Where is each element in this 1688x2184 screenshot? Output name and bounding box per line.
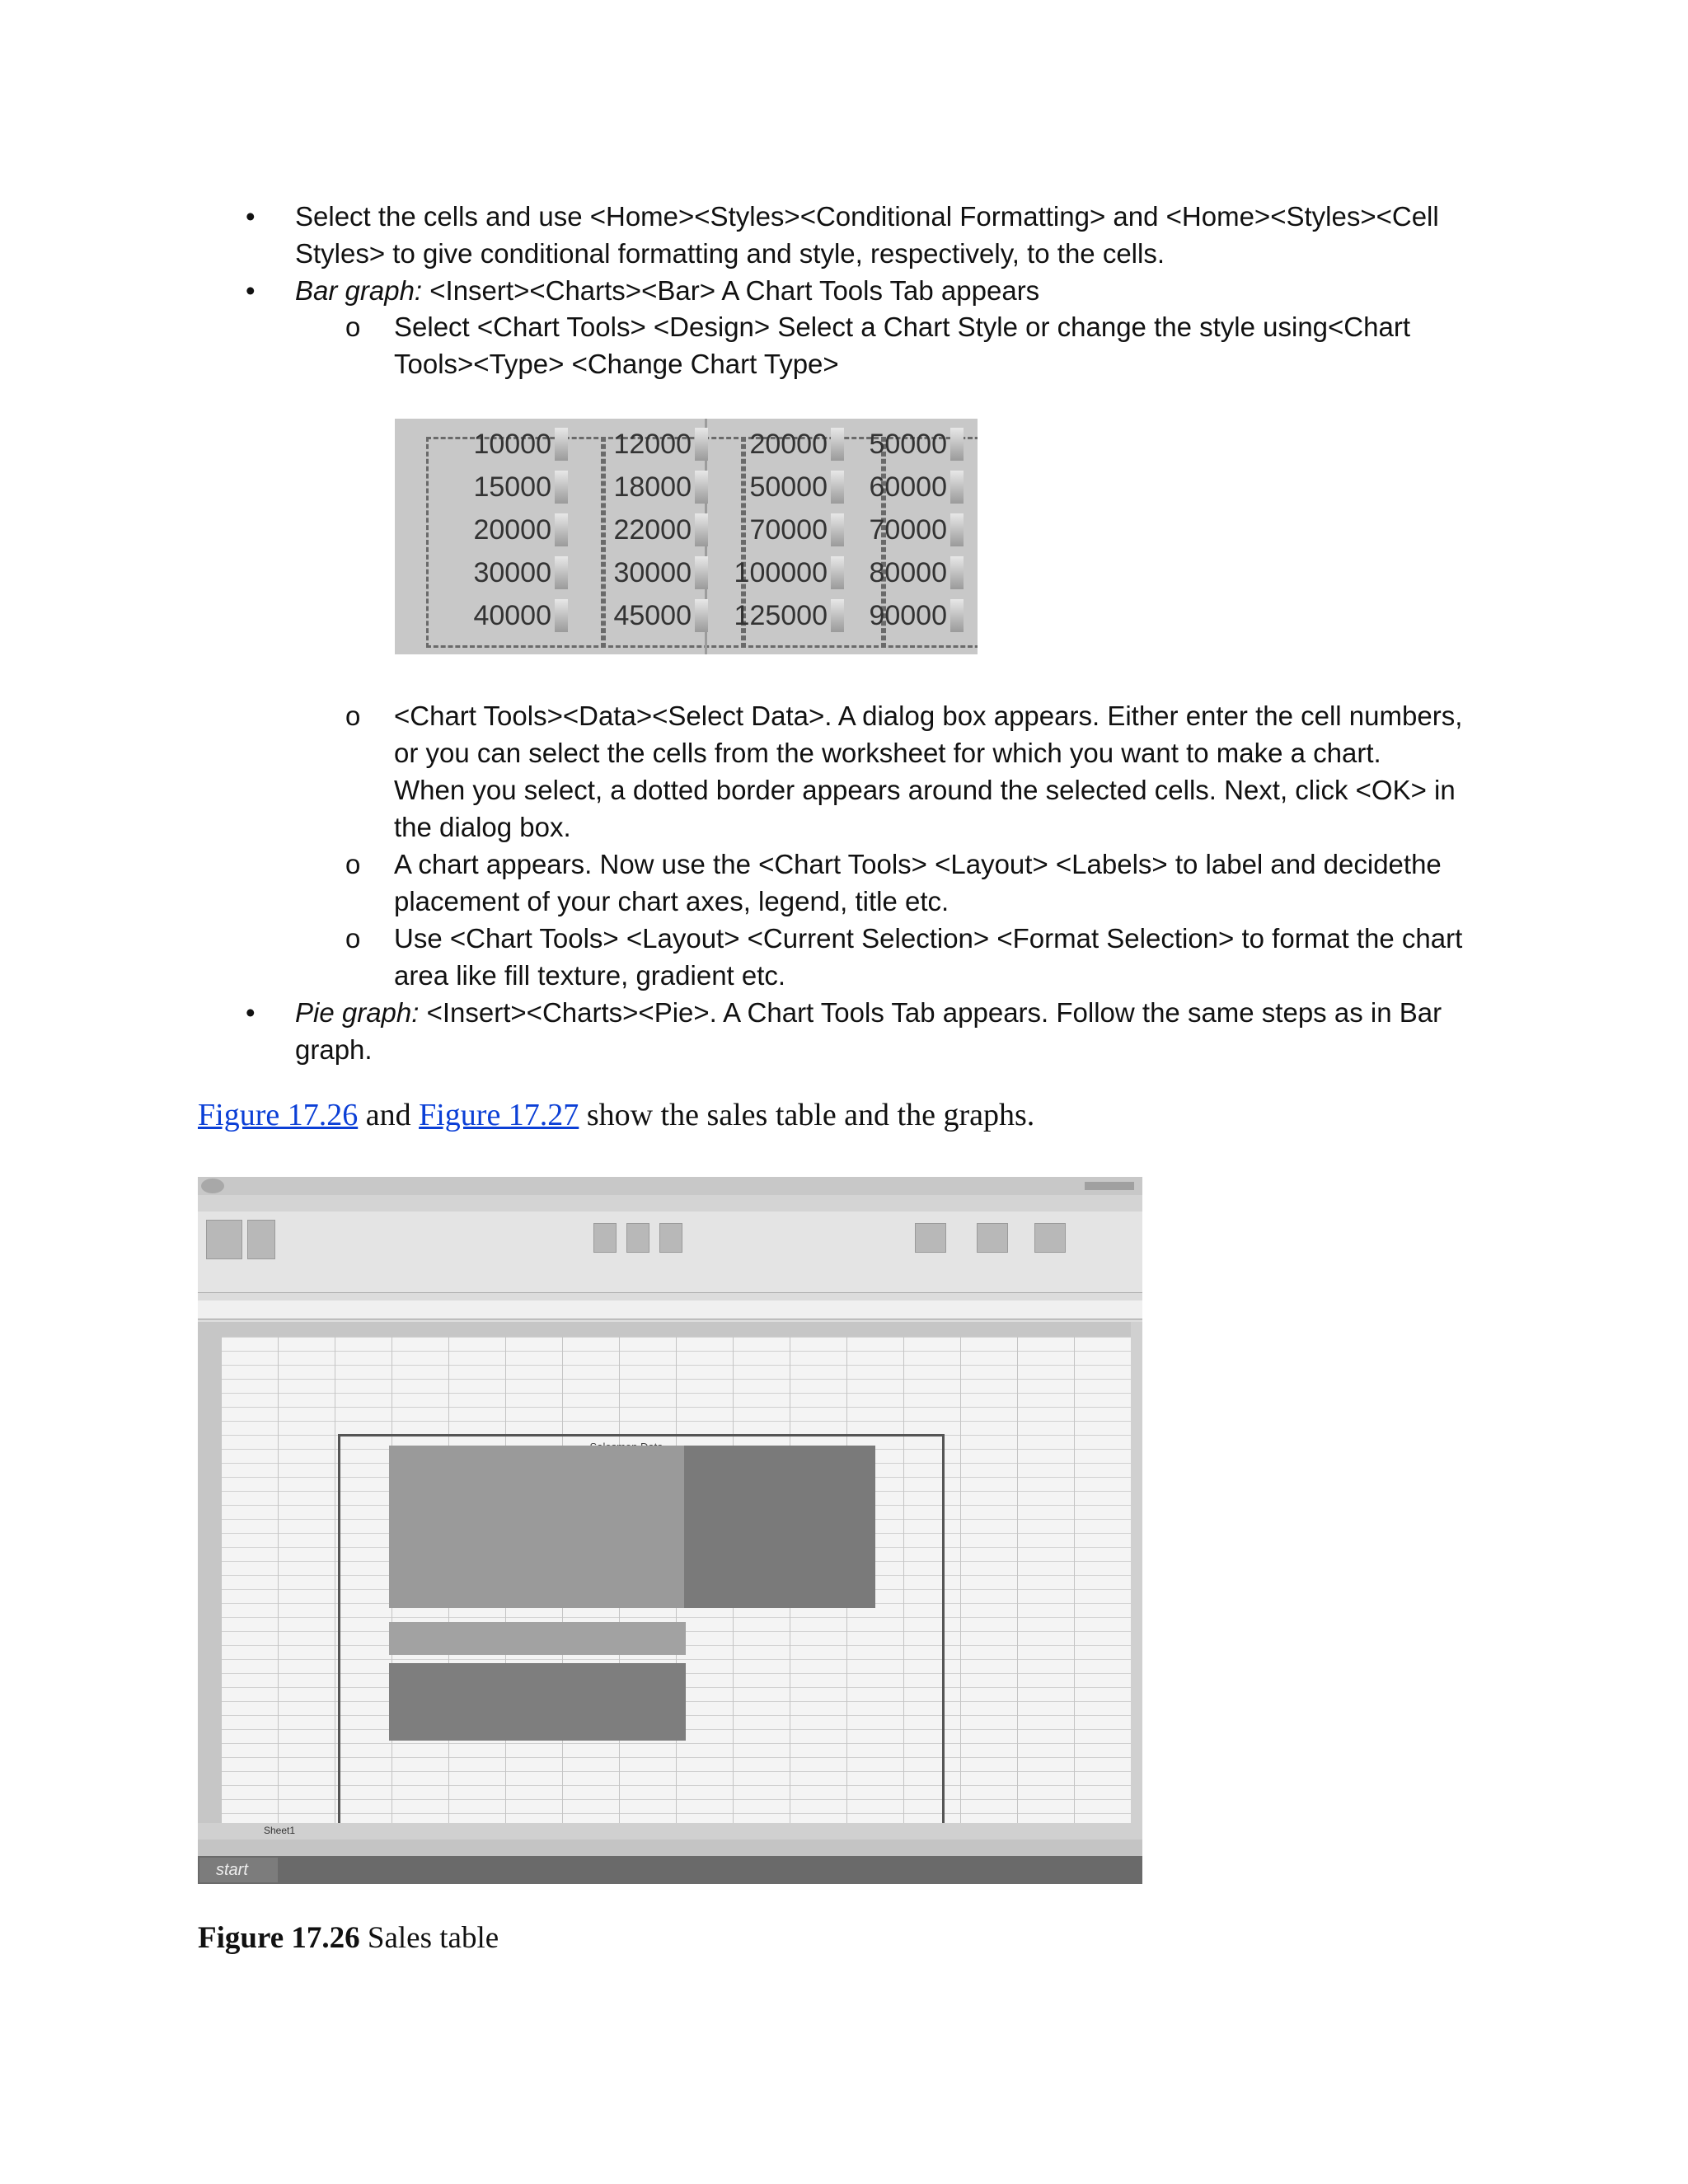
sub-1-line-2: Tools><Type> <Change Chart Type> xyxy=(394,349,839,379)
sales-table xyxy=(389,1446,686,1608)
bullet-marker: • xyxy=(246,997,256,1028)
bullet-2-line xyxy=(295,272,1039,309)
window-controls-icon xyxy=(1085,1182,1134,1190)
figure-caption xyxy=(198,1919,499,1958)
figure-17-27-link[interactable]: Figure 17.27 xyxy=(419,1098,579,1132)
formula-bar xyxy=(198,1301,1142,1319)
data-bar xyxy=(555,513,568,546)
bullet-1-line-1: Select the cells and use <Home><Styles><Conditional Formatting> and <Home><Styles><Cell xyxy=(295,201,1439,232)
sub-bullet-marker: o xyxy=(345,312,361,342)
sub-4-line-2: area like fill texture, gradient etc. xyxy=(394,960,786,991)
ribbon-button-icon xyxy=(977,1223,1008,1253)
cell-value: 20000 xyxy=(749,429,828,460)
paragraph-text: show the sales table and the graphs. xyxy=(579,1098,1035,1132)
cell-value: 70000 xyxy=(749,514,828,546)
start-button: start xyxy=(199,1858,278,1882)
data-bar xyxy=(555,428,568,461)
bullet-marker: • xyxy=(246,201,256,232)
pie-graph-text: <Insert><Charts><Pie>. A Chart Tools Tab appears. Follow the same steps as in Bar xyxy=(419,997,1442,1028)
cell-selection-image xyxy=(395,419,978,654)
cell-value: 30000 xyxy=(613,557,692,588)
sub-1-line-1: Select <Chart Tools> <Design> Select a Chart Style or change the style using<Chart xyxy=(394,312,1411,342)
data-bar xyxy=(555,471,568,504)
cell-value: 50000 xyxy=(749,471,828,503)
cell-value: 20000 xyxy=(473,514,551,546)
cell-value: 90000 xyxy=(869,600,947,631)
ribbon xyxy=(198,1212,1142,1293)
cell-value: 18000 xyxy=(613,471,692,503)
ribbon-button-icon xyxy=(206,1220,242,1259)
data-bar xyxy=(950,428,964,461)
office-button-icon xyxy=(201,1179,224,1193)
figure-17-26-link[interactable]: Figure 17.26 xyxy=(198,1098,359,1132)
data-bar xyxy=(950,556,964,589)
bullet-3-line-2: graph. xyxy=(295,1034,373,1065)
cell-value: 125000 xyxy=(734,600,828,631)
ribbon-button-icon xyxy=(247,1220,275,1259)
sub-3-line-1: A chart appears. Now use the <Chart Tools> <Layout> <Labels> to label and decidethe xyxy=(394,849,1442,879)
sub-2-line-1: <Chart Tools><Data><Select Data>. A dialog box appears. Either enter the cell numbers, xyxy=(394,701,1463,731)
sub-bullet-marker: o xyxy=(345,849,361,879)
sub-2-line-4: the dialog box. xyxy=(394,812,571,842)
total-sales-row xyxy=(389,1622,686,1655)
cell-value: 70000 xyxy=(869,514,947,546)
ribbon-tabs xyxy=(198,1195,1142,1212)
data-bar xyxy=(555,556,568,589)
cell-value: 80000 xyxy=(869,557,947,588)
column-headers xyxy=(198,1322,1142,1337)
sub-bullet-marker: o xyxy=(345,701,361,731)
sub-3-line-2: placement of your chart axes, legend, title etc. xyxy=(394,886,950,916)
excel-screenshot xyxy=(198,1177,1142,1884)
cell-value: 10000 xyxy=(473,429,551,460)
sheet-tab: Sheet1 xyxy=(264,1825,296,1836)
status-bar xyxy=(198,1840,1142,1856)
data-bar xyxy=(950,599,964,632)
sub-2-line-2: or you can select the cells from the worksheet for which you want to make a chart. xyxy=(394,738,1381,768)
cell-value: 60000 xyxy=(869,471,947,503)
cell-value: 50000 xyxy=(869,429,947,460)
zoom-icon xyxy=(593,1223,617,1253)
data-bar xyxy=(950,471,964,504)
bar-graph-text: <Insert><Charts><Bar> A Chart Tools Tab appears xyxy=(422,275,1040,306)
cell-value: 12000 xyxy=(613,429,692,460)
sub-2-line-3: When you select, a dotted border appears around the selected cells. Next, click <OK> in xyxy=(394,775,1456,805)
totals-columns xyxy=(684,1446,875,1608)
taskbar xyxy=(198,1856,1142,1884)
bullet-3-line-1 xyxy=(295,994,1442,1031)
vertical-scrollbar xyxy=(1131,1322,1142,1823)
bar-graph-label: Bar graph: xyxy=(295,275,423,306)
caption-text: Sales table xyxy=(359,1921,499,1955)
cell-value: 15000 xyxy=(473,471,551,503)
cell-value: 22000 xyxy=(613,514,692,546)
caption-label: Figure 17.26 xyxy=(198,1921,360,1955)
cell-value: 100000 xyxy=(734,557,828,588)
bullet-marker: • xyxy=(246,275,256,306)
row-headers xyxy=(198,1337,221,1823)
sub-4-line-1: Use <Chart Tools> <Layout> <Current Selection> <Format Selection> to format the chart xyxy=(394,923,1463,954)
ribbon-button-icon xyxy=(1034,1223,1066,1253)
cell-value: 40000 xyxy=(473,600,551,631)
paragraph-text: and xyxy=(358,1098,420,1132)
ribbon-button-icon xyxy=(626,1223,649,1253)
figure-reference-paragraph xyxy=(198,1094,1034,1136)
ribbon-button-icon xyxy=(659,1223,682,1253)
cell-value: 30000 xyxy=(473,557,551,588)
ribbon-button-icon xyxy=(915,1223,946,1253)
pie-graph-label: Pie graph: xyxy=(295,997,420,1028)
sub-bullet-marker: o xyxy=(345,923,361,954)
maximum-sales-block xyxy=(389,1663,686,1741)
data-bar xyxy=(950,513,964,546)
data-bar xyxy=(555,599,568,632)
bullet-1-line-2: Styles> to give conditional formatting and style, respectively, to the cells. xyxy=(295,238,1165,269)
cell-value: 45000 xyxy=(613,600,692,631)
sheet-tabs xyxy=(198,1823,1142,1840)
excel-title-bar xyxy=(198,1177,1142,1195)
